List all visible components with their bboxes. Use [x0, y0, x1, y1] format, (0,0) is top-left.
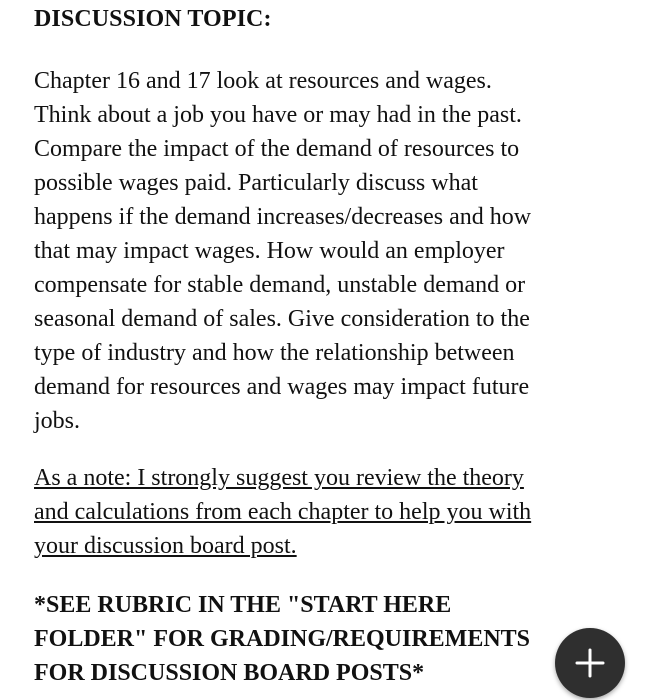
add-button[interactable]	[555, 628, 625, 698]
prompt-line: seasonal demand of sales. Give consideration to the	[34, 306, 530, 332]
note-line[interactable]: and calculations from each chapter to help you with	[34, 499, 532, 525]
prompt-line: demand for resources and wages may impact future	[34, 374, 530, 400]
prompt-line: that may impact wages. How would an employer	[34, 238, 505, 264]
note-line[interactable]: As a note: I strongly suggest you review the theory	[34, 465, 524, 491]
rubric-line: *SEE RUBRIC IN THE "START HERE	[34, 592, 452, 618]
note-line[interactable]: your discussion board post.	[34, 533, 297, 559]
prompt-line: happens if the demand increases/decreases and how	[34, 204, 532, 230]
prompt-line: type of industry and how the relationship between	[34, 340, 515, 366]
study-note-link[interactable]	[34, 461, 624, 563]
rubric-notice	[34, 588, 647, 690]
prompt-line: Think about a job you have or may had in the past.	[34, 102, 522, 128]
prompt-line: compensate for stable demand, unstable demand or	[34, 272, 526, 298]
page-title: DISCUSSION TOPIC:	[34, 6, 272, 32]
prompt-line: Compare the impact of the demand of resources to	[34, 136, 520, 162]
prompt-line: Chapter 16 and 17 look at resources and wages.	[34, 68, 492, 94]
rubric-line: FOR DISCUSSION BOARD POSTS*	[34, 660, 425, 686]
plus-icon	[573, 646, 607, 680]
rubric-line: FOLDER" FOR GRADING/REQUIREMENTS	[34, 626, 531, 652]
prompt-line: jobs.	[34, 408, 81, 434]
prompt-line: possible wages paid. Particularly discuss what	[34, 170, 478, 196]
discussion-prompt	[34, 64, 624, 438]
